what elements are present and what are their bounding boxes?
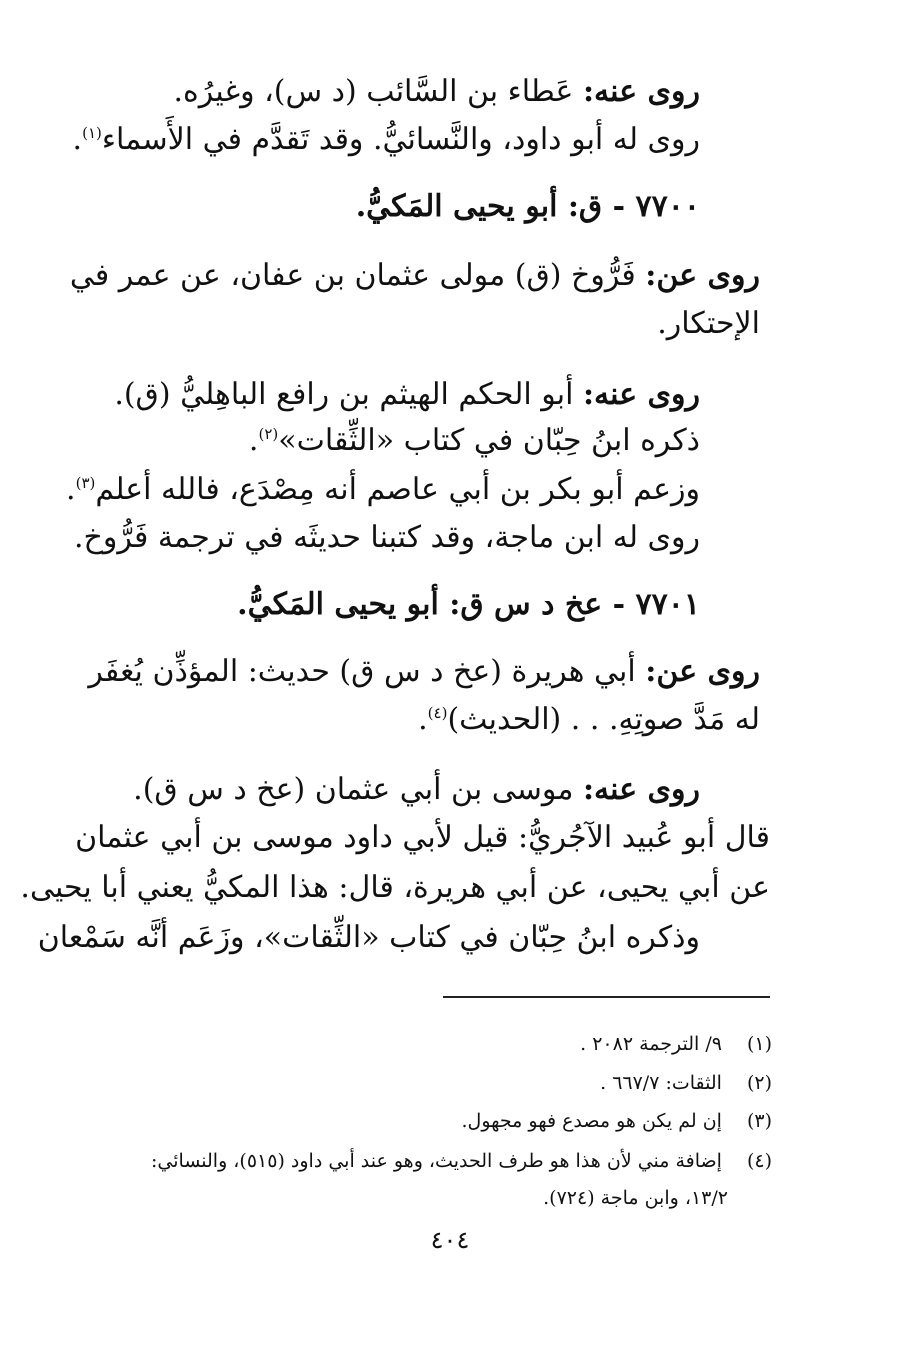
footnote-4: [151, 1147, 772, 1175]
narrated-from-label: روى عن:: [645, 654, 760, 689]
narrated-from-label: روى عن:: [645, 258, 760, 293]
footnote-1: [580, 1030, 772, 1058]
narrated-from-him-line: [174, 72, 700, 112]
sentence-end: .: [248, 423, 259, 458]
footnote-ref-3: (٣): [75, 474, 96, 492]
footnote-text: ٩/ الترجمة ٢٠٨٢ .: [580, 1033, 722, 1055]
narrated-from-text: فَرُّوخ (ق) مولى عثمان بن عفان، عن عمر في: [69, 258, 636, 293]
narrated-from-him-text: أبو الحكم الهيثم بن رافع الباهِليُّ (ق).: [114, 377, 574, 412]
footnote-number: (٣): [746, 1110, 772, 1132]
entry-7701-narrated-from-line: [88, 652, 760, 692]
footnote-2: [600, 1069, 772, 1097]
footnote-ref-1: (١): [82, 124, 102, 142]
narrated-from-him-label: روى عنه:: [582, 74, 700, 109]
entry-7700-narrated-from-cont: الإحتكار.: [657, 306, 760, 341]
footnote-ref-2: (٢): [258, 425, 279, 443]
narrated-from-text: أبي هريرة (عخ د س ق) حديث: المؤذِّن يُغفَر: [88, 654, 636, 689]
sentence-end: .: [418, 702, 428, 737]
narrated-from-him-text: عَطاء بن السَّائب (د س)، وغيرُه.: [173, 74, 574, 109]
footnote-3: [461, 1107, 772, 1135]
entry-7701-heading: ٧٧٠١ - عخ د س ق: أبو يحيى المَكيُّ.: [237, 587, 700, 622]
page-number: ٤٠٤: [430, 1226, 470, 1254]
footnote-separator: [443, 996, 770, 998]
entry-7701-ajurri-line-2: عن أبي يحيى، عن أبي هريرة، قال: هذا المكيُّ يعني أبا يحيى.: [20, 870, 770, 905]
footnote-text: إن لم يكن هو مصدع فهو مجهول.: [461, 1110, 722, 1132]
narrated-for-him-line: [73, 120, 700, 160]
footnote-ref-4: (٤): [427, 704, 448, 722]
entry-7700-narrated-from-him-line: [114, 375, 700, 415]
narrated-for-him-text: روى له أبو داود، والنَّسائيُّ. وقد تَقدَّم في الأَسماء: [101, 122, 700, 157]
entry-7701-narrated-from-cont: [418, 700, 760, 740]
narrated-from-him-label: روى عنه:: [582, 772, 700, 807]
entry-7700-ibn-hibban-line: [249, 421, 700, 461]
entry-7700-heading: ٧٧٠٠ - ق: أبو يحيى المَكيُّ.: [355, 189, 700, 224]
entry-7701-ibn-hibban-line: وذكره ابنُ حِبّان في كتاب «الثِّقات»، وزَعَم أنَّه سَمْعان: [37, 920, 700, 955]
footnote-number: (١): [746, 1033, 772, 1055]
footnote-number: (٤): [746, 1150, 772, 1172]
sentence-end: .: [66, 472, 76, 507]
footnote-number: (٢): [746, 1072, 772, 1094]
footnote-4-cont: ١٣/٢، وابن ماجة (٧٢٤).: [543, 1187, 728, 1209]
sentence-end: .: [72, 122, 83, 157]
footnote-text: الثقات: ٦٦٧/٧ .: [600, 1072, 722, 1094]
entry-7700-narrated-for-him-line: روى له ابن ماجة، وقد كتبنا حديثَه في ترجمة فَرُّوخ.: [74, 520, 700, 555]
narrated-from-him-label: روى عنه:: [582, 377, 700, 412]
entry-7701-narrated-from-him-line: [133, 770, 700, 810]
ibn-hibban-text: ذكره ابنُ حِبّان في كتاب «الثِّقات»: [278, 423, 700, 458]
hadith-text: له مَدَّ صوتِهِ. . . (الحديث): [447, 702, 760, 737]
entry-7701-ajurri-line-1: قال أبو عُبيد الآجُريُّ: قيل لأبي داود موسى بن أبي عثمان: [75, 820, 770, 855]
claim-text: وزعم أبو بكر بن أبي عاصم أنه مِصْدَع، فالله أعلم: [95, 472, 700, 507]
narrated-from-him-text: موسى بن أبي عثمان (عخ د س ق).: [133, 772, 574, 807]
entry-7700-narrated-from-line: [70, 256, 760, 296]
footnote-text: إضافة مني لأن هذا هو طرف الحديث، وهو عند أبي داود (٥١٥)، والنسائي:: [151, 1150, 722, 1172]
entry-7700-claim-line: [66, 470, 700, 510]
